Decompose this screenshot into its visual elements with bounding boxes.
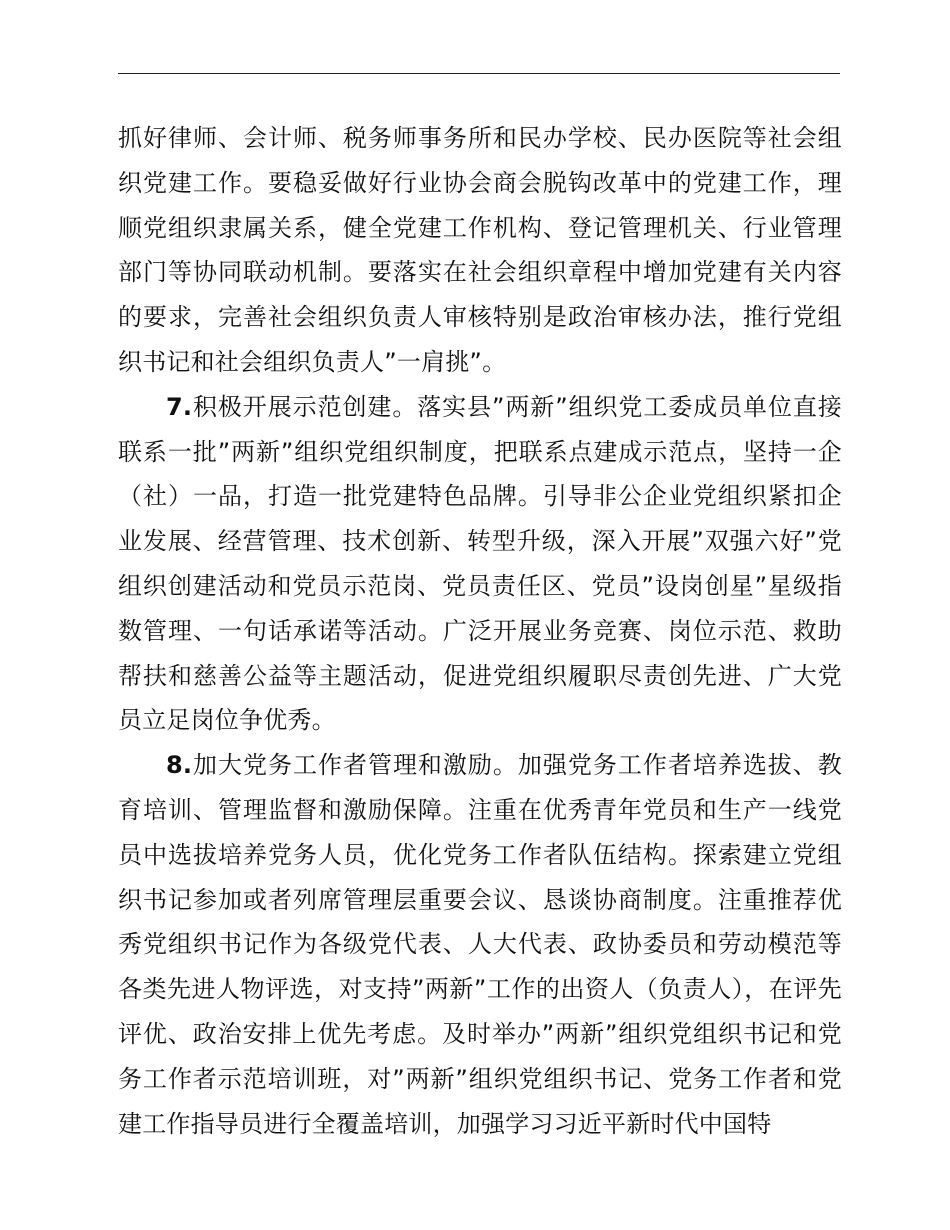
- paragraph-number: 8.: [166, 751, 193, 780]
- paragraph-text: 抓好律师、会计师、税务师事务所和民办学校、民办医院等社会组织党建工作。要稳妥做好行业协会商会脱钩改革中的党建工作，理顺党组织隶属关系，健全党建工作机构、登记管理机关、行业管理部门等协同联动机制。要落实在社会组织章程中增加党建有关内容的要求，完善社会组织负责人审核特别是政治审核办法，推行党组织书记和社会组织负责人”一肩挑”。: [118, 124, 842, 376]
- paragraph-demonstration-creation: [118, 385, 842, 743]
- paragraph-party-worker-management: [118, 743, 842, 1146]
- document-body: [118, 116, 842, 1146]
- header-rule: [118, 73, 840, 74]
- paragraph-social-org-party-building: [118, 116, 842, 385]
- paragraph-text: 积极开展示范创建。落实县”两新”组织党工委成员单位直接联系一批”两新”组织党组织制度，把联系点建成示范点，坚持一企（社）一品，打造一批党建特色品牌。引导非公企业党组织紧扣企业发展、经营管理、技术创新、转型升级，深入开展”双强六好”党组织创建活动和党员示范岗、党员责任区、党员”设岗创星”星级指数管理、一句话承诺等活动。广泛开展业务竞赛、岗位示范、救助帮扶和慈善公益等主题活动，促进党组织履职尽责创先进、广大党员立足岗位争优秀。: [118, 392, 842, 735]
- paragraph-text: 加大党务工作者管理和激励。加强党务工作者培养选拔、教育培训、管理监督和激励保障。注重在优秀青年党员和生产一线党员中选拔培养党务人员，优化党务工作者队伍结构。探索建立党组织书记参加或者列席管理层重要会议、恳谈协商制度。注重推荐优秀党组织书记作为各级党代表、人大代表、政协委员和劳动模范等各类先进人物评选，对支持”两新”工作的出资人（负责人），在评先评优、政治安排上优先考虑。及时举办”两新”组织党组织书记和党务工作者示范培训班，对”两新”组织党组织书记、党务工作者和党建工作指导员进行全覆盖培训，加强学习习近平新时代中国特: [118, 751, 842, 1138]
- paragraph-number: 7.: [166, 392, 193, 421]
